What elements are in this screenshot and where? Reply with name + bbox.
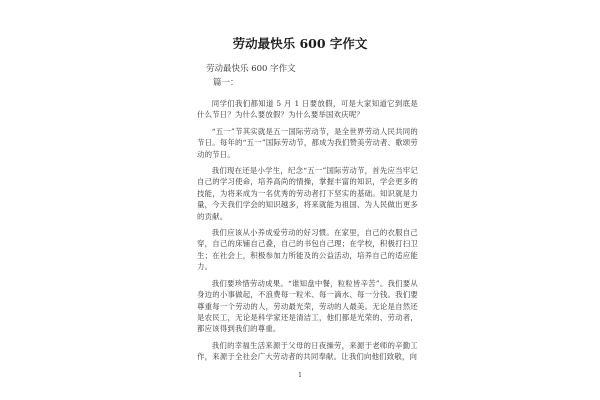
paragraph: 我们的幸福生活来源于父母的日夜操劳，来源于老师的辛勤工作，来源于全社会广大劳动者的共同奉献。让我们向他们致敬，向: [197, 340, 418, 362]
page-number: 1: [298, 372, 302, 379]
document-subtitle: 劳动最快乐 600 字作文: [206, 64, 296, 74]
paragraph: 我们要珍惜劳动成果。“谁知盘中餐，粒粒皆辛苦”。我们要从身边的小事做起，不浪费每一粒米、每一滴水、每一分钱。我们要尊重每一个劳动的人，劳动最光荣，劳动的人最美。无论是自然还是农民工，无论是科学家还是清洁工，他们都是光荣的、劳动者，都应该得到我们的尊重。: [197, 278, 418, 334]
section-label: 篇一：: [213, 78, 239, 88]
paragraph: 同学们我们都知道 5 月 1 日要放假，可是大家知道它到底是什么节日？为什么要放假？为什么要举国欢庆呢？: [197, 99, 418, 120]
document-body: [197, 98, 418, 368]
document-title: 劳动最快乐 600 字作文: [232, 36, 368, 51]
paragraph: 我们现在还是小学生，纪念“五一”国际劳动节，首先应当牢记自己的学习使命，培养高尚的情操，掌握丰富的知识，学会更多的技能，为将来成为一名优秀的劳动者打下坚实的基础。知识就是力量，今天我们学会的知识越多，将来就能为祖国、为人民做出更多的贡献。: [197, 166, 418, 221]
paragraph: “五一”节其实就是五一国际劳动节，是全世界劳动人民共同的节日。每年的“五一”国际劳动节，都成为我们赞美劳动者、歌颂劳动的节日。: [197, 126, 418, 159]
paragraph: 我们应该从小养成爱劳动的好习惯。在家里，自己的衣服自己穿，自己的床铺自己叠，自己的书包自己理；在学校，积极打扫卫生；在社会上，积极参加力所能及的公益活动，培养自己的适应能力。: [197, 228, 418, 272]
